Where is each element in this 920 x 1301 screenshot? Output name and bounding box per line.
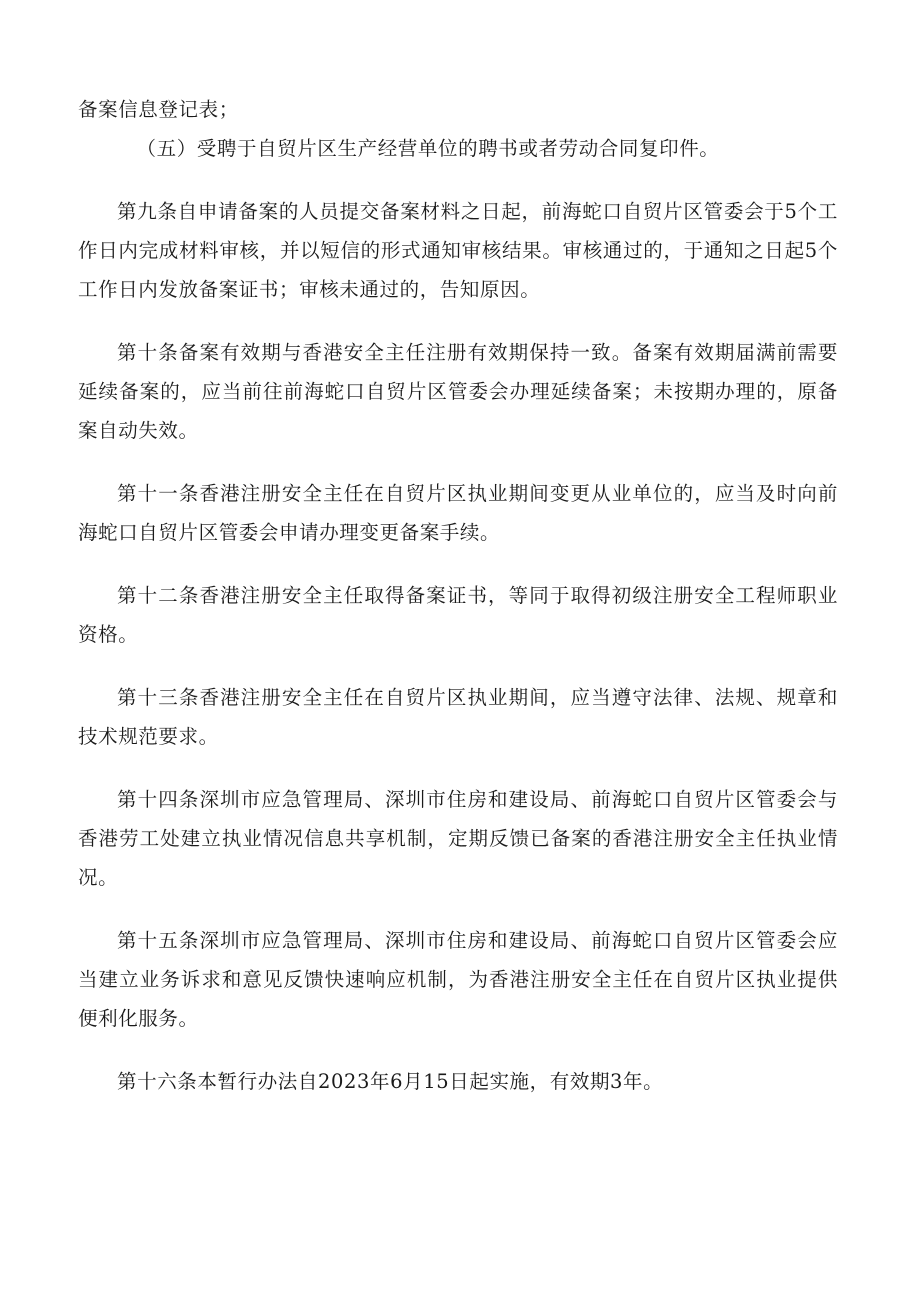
paragraph-article-12: 第十二条香港注册安全主任取得备案证书，等同于取得初级注册安全工程师职业资格。 bbox=[78, 584, 838, 646]
paragraph-article-9: 第九条自申请备案的人员提交备案材料之日起，前海蛇口自贸片区管委会于5个工作日内完成材料审核，并以短信的形式通知审核结果。审核通过的，于通知之日起5个工作日内发放备案证书；审核未通过的，告知原因。 bbox=[78, 200, 838, 301]
paragraph-article-13: 第十三条香港注册安全主任在自贸片区执业期间，应当遵守法律、法规、规章和技术规范要求。 bbox=[78, 686, 838, 748]
paragraph-article-11: 第十一条香港注册安全主任在自贸片区执业期间变更从业单位的，应当及时向前海蛇口自贸片区管委会申请办理变更备案手续。 bbox=[78, 482, 838, 544]
paragraph-article-10: 第十条备案有效期与香港安全主任注册有效期保持一致。备案有效期届满前需要延续备案的，应当前往前海蛇口自贸片区管委会办理延续备案；未按期办理的，原备案自动失效。 bbox=[78, 341, 838, 442]
paragraph-registration-form: 备案信息登记表； bbox=[78, 98, 239, 121]
paragraph-item-five: （五）受聘于自贸片区生产经营单位的聘书或者劳动合同复印件。 bbox=[136, 137, 720, 160]
document-page bbox=[78, 90, 838, 1101]
paragraph-article-15: 第十五条深圳市应急管理局、深圳市住房和建设局、前海蛇口自贸片区管委会应当建立业务诉求和意见反馈快速响应机制，为香港注册安全主任在自贸片区执业提供便利化服务。 bbox=[78, 929, 838, 1030]
paragraph-article-14: 第十四条深圳市应急管理局、深圳市住房和建设局、前海蛇口自贸片区管委会与香港劳工处建立执业情况信息共享机制，定期反馈已备案的香港注册安全主任执业情况。 bbox=[78, 788, 838, 889]
paragraph-article-16: 第十六条本暂行办法自2023年6月15日起实施，有效期3年。 bbox=[117, 1070, 664, 1093]
